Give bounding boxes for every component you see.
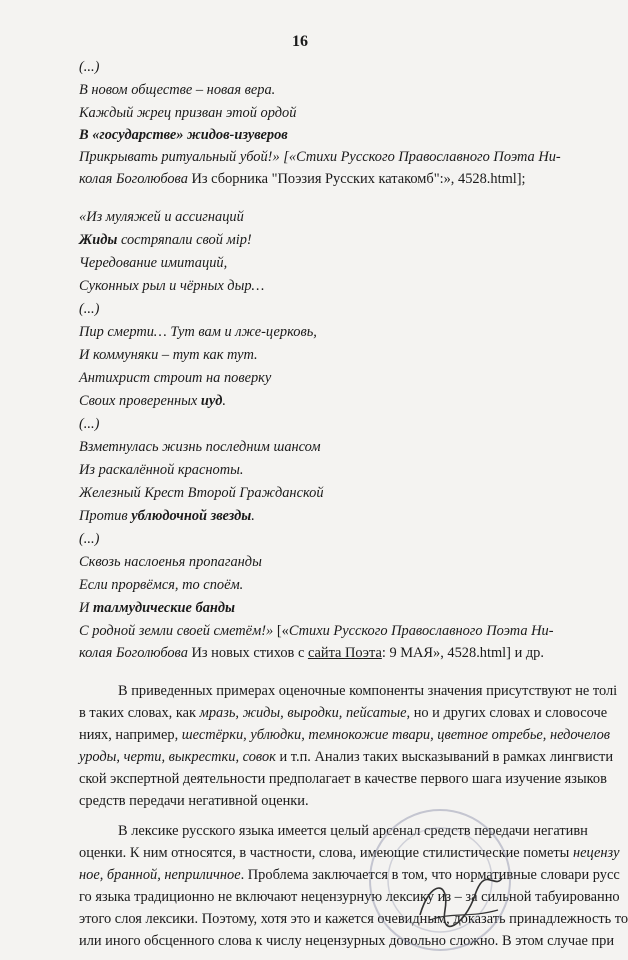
poem2-citation-line [79, 622, 554, 640]
poem2-text: состряпали свой мiр! [117, 232, 252, 248]
page-number: 16 [292, 33, 308, 50]
citation-source: : 9 МАЯ», 4528.html] и др. [381, 645, 544, 661]
poem2-text: Против [79, 508, 132, 524]
poem1-citation-line [79, 148, 561, 166]
poem2-line: Если прорвёмся, то споём. [79, 577, 244, 593]
site-link[interactable]: сайта Поэта [307, 645, 382, 661]
poem1-line: В «государстве» жидов-изуверов [79, 127, 288, 143]
poem1-citation-line [79, 170, 526, 188]
poem2-line [79, 599, 235, 617]
para-text: и т.п. Анализ таких высказываний в рамках лингвисти [275, 749, 614, 765]
citation-author: колая Боголюбова [79, 645, 188, 661]
citation-text: [«Стихи Русского Православного Поэта Ни- [279, 149, 561, 165]
poem2-text: И [79, 600, 93, 616]
poem1-line: В новом обществе – новая вера. [79, 82, 276, 98]
para-text: но и других словах и словосоче [410, 705, 608, 721]
citation-source: Из сборника "Поэзия Русских катакомб":», 4528.html]; [187, 171, 526, 187]
para2-line [79, 844, 619, 862]
para2-line: В лексике русского языка имеется целый арсенал средств передачи негативн [118, 823, 588, 839]
poem2-citation-line [79, 644, 544, 662]
poem2-text: Своих проверенных [79, 393, 201, 409]
poem1-line: (...) [79, 59, 100, 75]
emphasis: Жиды [79, 232, 118, 248]
poem2-line: Железный Крест Второй Гражданской [79, 485, 324, 501]
poem2-line: Взметнулась жизнь последним шансом [79, 439, 321, 455]
poem2-text: . [251, 508, 255, 524]
poem2-line: Антихрист строит на поверку [79, 370, 272, 386]
para2-line: этого слоя лексики. Поэтому, хотя это и кажется очевидным, доказать принадлежность то [79, 911, 628, 927]
poem2-line [79, 507, 255, 525]
poem2-line: (...) [79, 416, 100, 432]
para1-line: ской экспертной деятельности предполагает в качестве первого шага изучение языков [79, 771, 607, 787]
para1-line [79, 704, 607, 722]
signature-icon [410, 870, 510, 930]
para2-line [79, 866, 620, 884]
citation-author: колая Боголюбова [79, 171, 188, 187]
para-text: . Проблема заключается в том, что нормативные словари русс [240, 867, 620, 883]
citation-text: [« [273, 623, 289, 639]
poem2-text: . [222, 393, 226, 409]
poem2-line: Сквозь наслоенья пропаганды [79, 554, 262, 570]
para1-line: средств передачи негативной оценки. [79, 793, 309, 809]
poem2-line [79, 392, 226, 410]
emphasis: ублюдочной звезды [131, 508, 252, 524]
para2-line: или иного обсценного слова к числу нецензурных довольно сложно. В этом случае при [79, 933, 615, 949]
poem2-line: Суконных рыл и чёрных дыр… [79, 278, 265, 294]
para-italic: уроды, черти, выкрестки, совок [79, 749, 276, 765]
emphasis: иуд [200, 393, 223, 409]
para-italic: нецензу [572, 845, 620, 861]
poem2-text: С родной земли своей сметём!» [79, 623, 274, 639]
para2-line: го языка традиционно не включают нецензурную лексику из – за сильной табуированно [79, 889, 620, 905]
poem1-line: Каждый жрец призван этой ордой [79, 105, 297, 121]
poem2-line: Пир смерти… Тут вам и лже-церковь, [79, 324, 317, 340]
para1-line: В приведенных примерах оценочные компоненты значения присутствуют не толі [118, 683, 618, 699]
para-italic: ное, бранной, неприличное [79, 867, 241, 883]
para-text: в таких словах, как [79, 705, 200, 721]
poem2-line [79, 231, 252, 249]
poem2-line: «Из муляжей и ассигнаций [79, 209, 244, 225]
poem2-line: Из раскалённой красноты. [79, 462, 244, 478]
citation-text: Стихи Русского Православного Поэта Ни- [288, 623, 554, 639]
poem2-line: Чередование имитаций, [79, 255, 228, 271]
para-text: ниях, например, [79, 727, 182, 743]
poem2-line: (...) [79, 531, 100, 547]
poem1-text: Прикрывать ритуальный убой!» [79, 149, 280, 165]
poem2-line: И коммуняки – тут как тут. [79, 347, 258, 363]
para-italic: мразь, жиды, выродки, пейсатые, [199, 705, 411, 721]
para1-line [79, 748, 613, 766]
poem2-line: (...) [79, 301, 100, 317]
citation-source: Из новых стихов с [187, 645, 308, 661]
para-text: оценки. К ним относятся, в частности, слова, имеющие стилистические пометы [79, 845, 573, 861]
para1-line [79, 726, 610, 744]
para-italic: шестёрки, ублюдки, темнокожие твари, цветное отребье, недочелов [181, 727, 611, 743]
emphasis: талмудические банды [93, 600, 236, 616]
